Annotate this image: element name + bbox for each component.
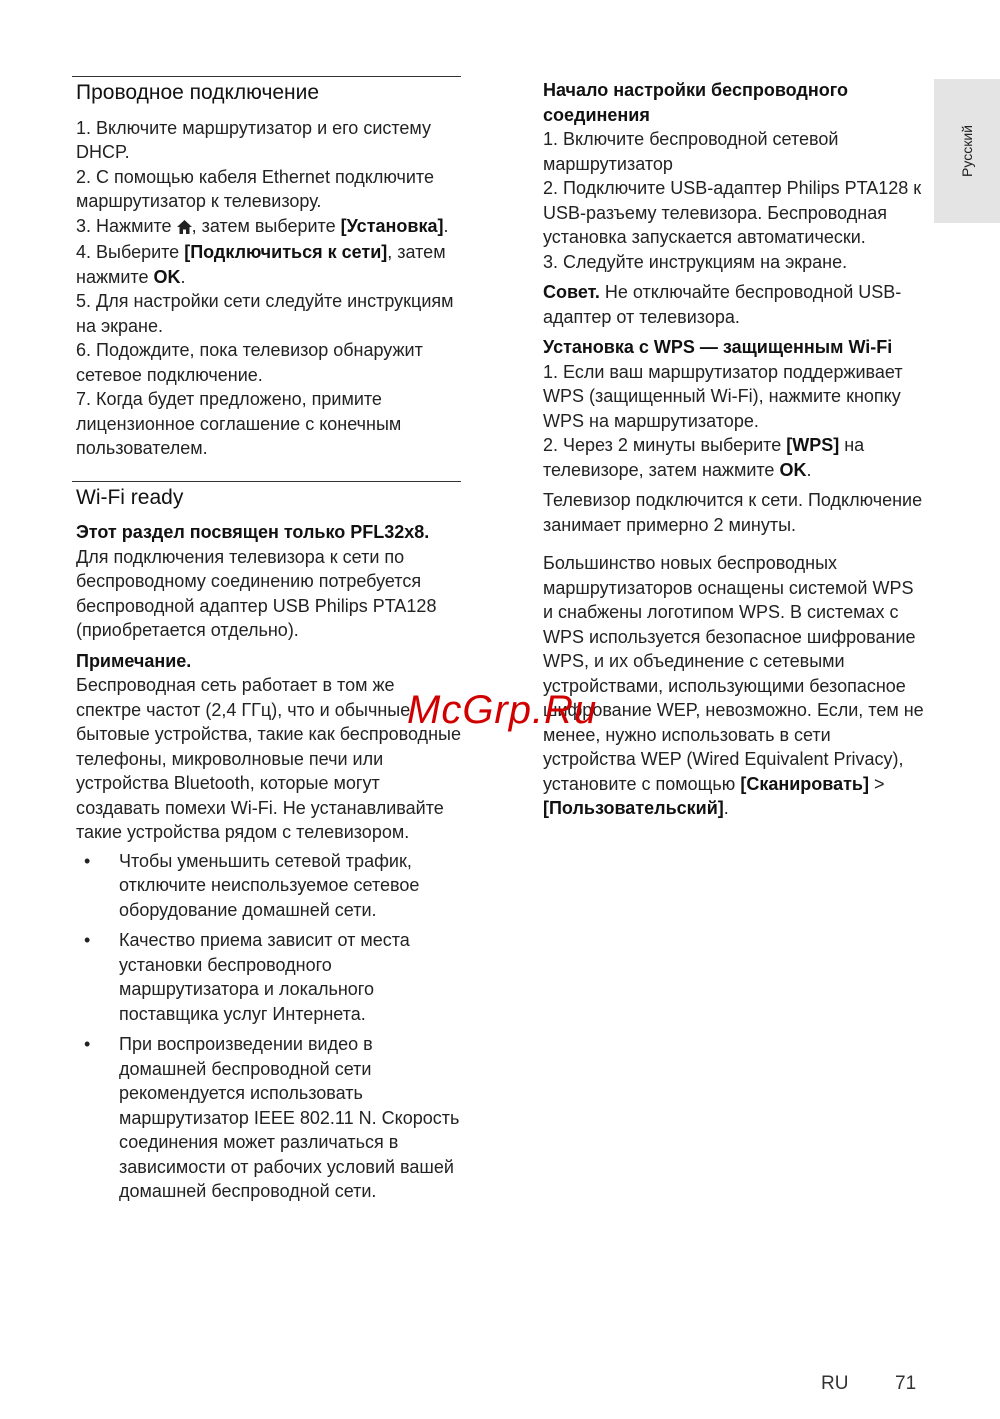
wired-heading: Проводное подключение <box>76 81 320 104</box>
note-title: Примечание. <box>76 650 192 671</box>
note-text: Беспроводная сеть работает в том же спектре частот (2,4 ГГц), что и обычные бытовые устройства, такие как беспроводные телефоны, микроволновые печи или устройства Bluetooth, которые могут создавать помехи Wi-Fi. Не устанавливайте такие устройства рядом с телевизором. <box>76 675 461 842</box>
wps-step-2-text-2: на телевизоре, затем нажмите <box>543 435 865 480</box>
wired-step-1: 1. Включите маршрутизатор и его систему DHCP. <box>76 117 431 162</box>
language-label: Русский <box>959 125 975 177</box>
wireless-start-steps: 1. Включите беспроводной сетевой маршрутизатор 2. Подключите USB-адаптер Philips PTA128 к USB-разъему телевизора. Беспроводная установка запускается автоматически. 3. Следуйте инструкциям на экране. <box>543 129 922 272</box>
watermark: McGrp.Ru <box>407 688 598 732</box>
list-item-text: При воспроизведении видео в домашней беспроводной сети рекомендуется использовать маршрутизатор IEEE 802.11 N. Скорость соединения может различаться в зависимости от рабочих условий вашей домашней беспроводной сети. <box>119 1034 460 1201</box>
punct: . <box>443 215 449 236</box>
list-item-text: Качество приема зависит от места установки беспроводного маршрутизатора и локального поставщика услуг Интернета. <box>119 930 410 1024</box>
custom-menu-label: [Пользовательский] <box>543 798 724 818</box>
wps-heading: Установка с WPS — защищенным Wi-Fi <box>543 337 893 357</box>
connect-network-label: [Подключиться к сети] <box>184 242 388 262</box>
wps-info-text: Большинство новых беспроводных маршрутизаторов оснащены системой WPS и снабжены логотипом WPS. В системах с WPS используется безопасное шифрование WPS, и их объединение с сетевыми устройствами, использующими безопасное шифрование WEP, невозможно. Если, тем не менее, нужно использовать в сети устройства WEP (Wired Equivalent Privacy), установите с помощью <box>543 553 924 794</box>
punct: . <box>806 459 812 480</box>
wired-step-7: 7. Когда будет предложено, примите лицензионное соглашение с конечным пользователем. <box>76 389 402 458</box>
wps-result: Телевизор подключится к сети. Подключение занимает примерно 2 минуты. <box>543 490 923 535</box>
wps-step-1: 1. Если ваш маршрутизатор поддерживает WPS (защищенный Wi-Fi), нажмите кнопку WPS на маршрутизаторе. <box>543 361 903 431</box>
wired-step-3-text: 3. Нажмите <box>76 215 172 236</box>
wifi-subtitle: Этот раздел посвящен только PFL32x8. <box>76 522 430 542</box>
tip-label: Совет. <box>543 282 600 302</box>
wired-step-4 <box>76 240 461 289</box>
footer-language: RU <box>821 1373 849 1394</box>
wps-menu-label: [WPS] <box>786 435 840 455</box>
wireless-start-heading: Начало настройки беспроводного соединения <box>543 80 848 125</box>
right-column <box>543 76 928 821</box>
tips-list <box>76 849 461 1204</box>
arrow-sep: > <box>868 773 885 794</box>
bullet-icon: • <box>84 850 91 871</box>
list-item <box>76 928 461 1026</box>
section-divider <box>72 481 461 482</box>
setup-menu-label: [Установка] <box>340 215 444 236</box>
wifi-intro: Для подключения телевизора к сети по беспроводному соединению потребуется беспроводной адаптер USB Philips PTA128 (приобретается отдельно). <box>76 546 437 640</box>
wired-step-3-text-2: , затем выберите <box>191 215 336 236</box>
wired-step-3 <box>76 214 461 241</box>
wired-step-4-text: 4. Выберите <box>76 242 180 262</box>
list-item-text: Чтобы уменьшить сетевой трафик, отключите неиспользуемое сетевое оборудование домашней сети. <box>119 850 420 920</box>
wired-step-2: 2. С помощью кабеля Ethernet подключите маршрутизатор к телевизору. <box>76 166 434 211</box>
punct: . <box>180 266 186 287</box>
bullet-icon: • <box>84 930 91 950</box>
punct: . <box>723 798 729 818</box>
wifi-heading: Wi-Fi ready <box>76 485 184 509</box>
wps-step-2 <box>543 433 928 482</box>
tip <box>543 280 928 329</box>
ok-label: OK <box>779 459 807 480</box>
page-number: 71 <box>895 1373 917 1394</box>
tip-text: Не отключайте беспроводной USB-адаптер от телевизора. <box>543 282 902 327</box>
list-item <box>76 1032 461 1204</box>
wired-step-6: 6. Подождите, пока телевизор обнаружит сетевое подключение. <box>76 340 423 385</box>
scan-menu-label: [Сканировать] <box>740 773 869 794</box>
section-divider <box>72 76 461 77</box>
list-item <box>76 849 461 923</box>
wired-step-5: 5. Для настройки сети следуйте инструкциям на экране. <box>76 291 454 336</box>
ok-label: OK <box>153 266 181 287</box>
wps-info-paragraph <box>543 551 928 821</box>
wired-step-4-text-2: , затем нажмите <box>76 242 446 287</box>
left-column <box>76 76 461 1210</box>
home-icon <box>177 216 192 241</box>
wps-step-2-text: 2. Через 2 минуты выберите <box>543 435 782 455</box>
bullet-icon: • <box>84 1034 91 1054</box>
language-side-tab <box>934 79 1000 223</box>
